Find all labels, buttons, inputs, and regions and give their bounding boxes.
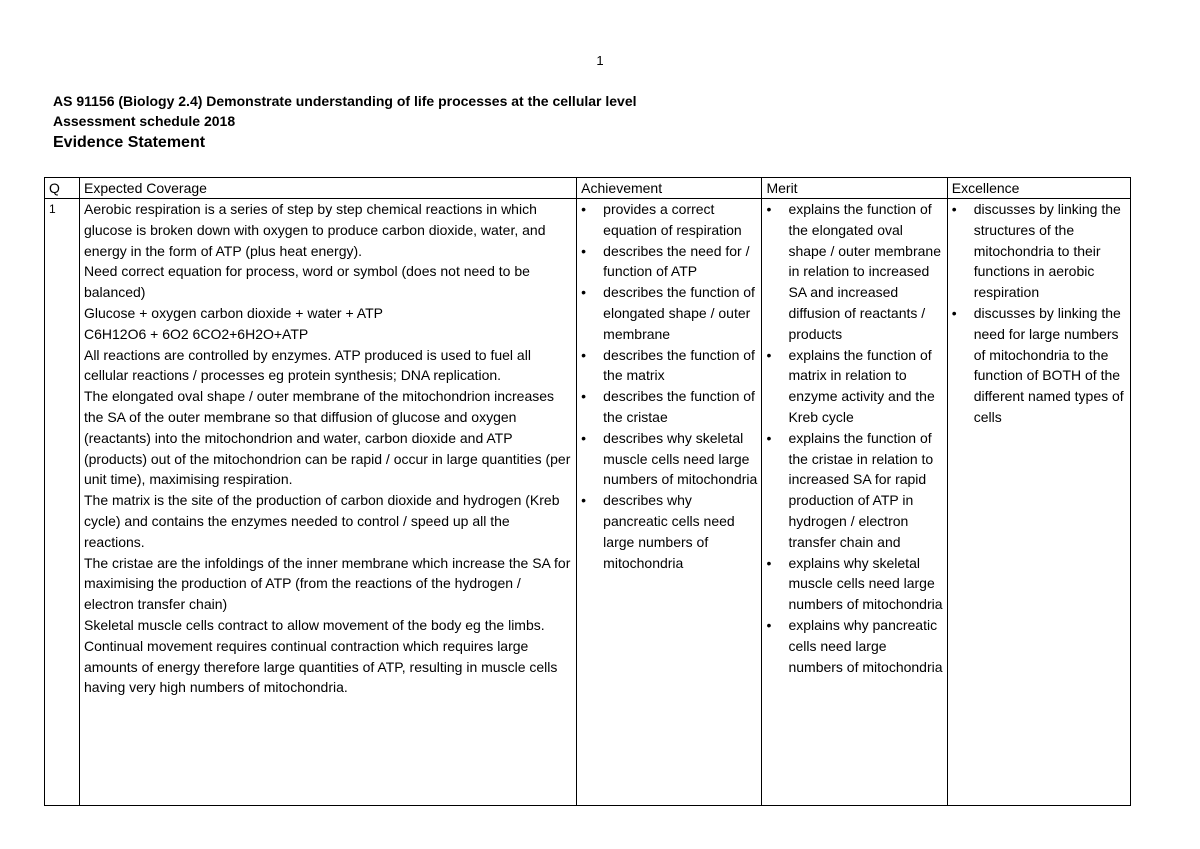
- list-item: • explains the function of the cristae in relation to increased SA for rapid production of ATP in hydrogen / electron transfer chain and: [766, 428, 942, 553]
- document-header: [53, 91, 637, 154]
- coverage-paragraph: C6H12O6 + 6O2 6CO2+6H2O+ATP: [83, 325, 309, 342]
- header-expected-coverage: Expected Coverage: [79, 178, 576, 199]
- section-title: Evidence Statement: [53, 134, 206, 151]
- excellence-list: [952, 199, 1126, 428]
- question-number: 1: [45, 199, 80, 806]
- coverage-paragraph: Need correct equation for process, word or symbol (does not need to be balanced): [83, 263, 530, 301]
- achievement-cell: [577, 199, 762, 806]
- assessment-table: [44, 177, 1131, 806]
- list-item: • discusses by linking the need for large numbers of mitochondria to the function of BOTH of the different named types of cells: [952, 303, 1126, 428]
- list-item: • describes the function of the cristae: [581, 386, 757, 428]
- list-item: • explains why pancreatic cells need large numbers of mitochondria: [766, 615, 942, 677]
- list-item: • discusses by linking the structures of the mitochondria to their functions in aerobic respiration: [952, 199, 1126, 303]
- list-item: • describes the need for / function of ATP: [581, 241, 757, 283]
- standard-title: AS 91156 (Biology 2.4) Demonstrate understanding of life processes at the cellular level: [53, 93, 637, 109]
- coverage-paragraph: Glucose + oxygen carbon dioxide + water + ATP: [83, 304, 383, 321]
- page-number: 1: [596, 53, 604, 68]
- expected-coverage-cell: [79, 199, 576, 806]
- header-excellence: Excellence: [947, 178, 1130, 199]
- coverage-paragraph: Aerobic respiration is a series of step by step chemical reactions in which glucose is broken down with oxygen to produce carbon dioxide, water, and energy in the form of ATP (plus heat energy).: [83, 201, 546, 259]
- list-item: • describes why pancreatic cells need large numbers of mitochondria: [581, 490, 757, 573]
- list-item: • explains the function of matrix in relation to enzyme activity and the Kreb cycle: [766, 345, 942, 428]
- list-item: • describes the function of elongated shape / outer membrane: [581, 282, 757, 344]
- list-item: • provides a correct equation of respiration: [581, 199, 757, 241]
- list-item: • explains the function of the elongated oval shape / outer membrane in relation to increased SA and increased diffusion of reactants / products: [766, 199, 942, 345]
- achievement-list: [581, 199, 757, 573]
- excellence-cell: [947, 199, 1130, 806]
- merit-list: [766, 199, 942, 677]
- schedule-title: Assessment schedule 2018: [53, 113, 236, 129]
- coverage-paragraph: Skeletal muscle cells contract to allow movement of the body eg the limbs. Continual movement requires continual contraction which requires large amounts of energy therefore large quantities of ATP, resulting in muscle cells having very high numbers of mitochondria.: [83, 616, 558, 696]
- header-q: Q: [45, 178, 80, 199]
- list-item: • explains why skeletal muscle cells need large numbers of mitochondria: [766, 553, 942, 615]
- merit-cell: [762, 199, 947, 806]
- list-item: • describes the function of the matrix: [581, 345, 757, 387]
- list-item: • describes why skeletal muscle cells need large numbers of mitochondria: [581, 428, 757, 490]
- coverage-paragraph: The elongated oval shape / outer membrane of the mitochondrion increases the SA of the outer membrane so that diffusion of glucose and oxygen (reactants) into the mitochondrion and water, carbon dioxide and ATP (products) out of the mitochondrion can be rapid / occur in large quantities (per unit time), maximising respiration.: [83, 388, 571, 488]
- header-achievement: Achievement: [577, 178, 762, 199]
- coverage-paragraph: The matrix is the site of the production of carbon dioxide and hydrogen (Kreb cycle) and contains the enzymes needed to control / speed up all the reactions.: [83, 492, 560, 550]
- table-row: [45, 199, 1131, 806]
- coverage-paragraph: All reactions are controlled by enzymes. ATP produced is used to fuel all cellular reactions / processes eg protein synthesis; DNA replication.: [83, 346, 531, 384]
- header-merit: Merit: [762, 178, 947, 199]
- table-header-row: [45, 178, 1131, 199]
- coverage-paragraph: The cristae are the infoldings of the inner membrane which increase the SA for maximising the production of ATP (from the reactions of the hydrogen / electron transfer chain): [83, 554, 571, 613]
